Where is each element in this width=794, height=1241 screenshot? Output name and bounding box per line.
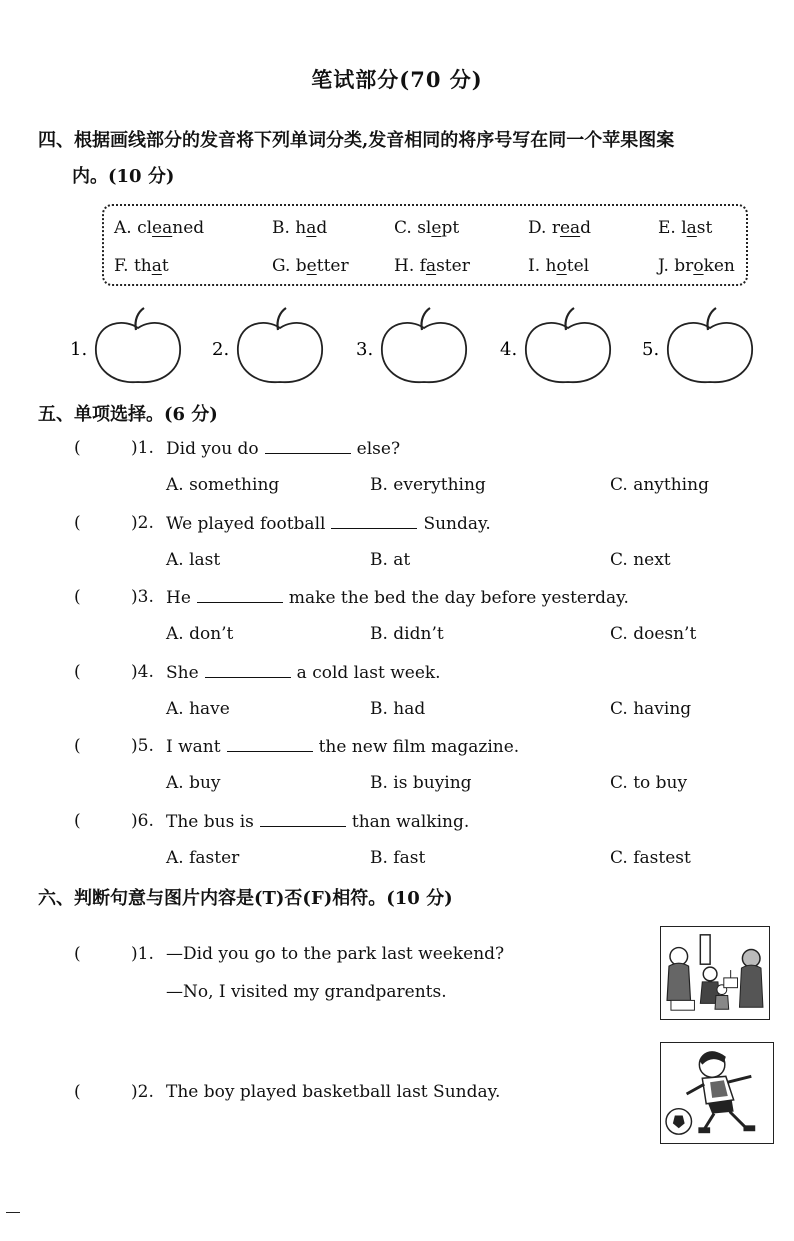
fill-blank[interactable] — [331, 513, 417, 529]
section5-heading: 五、单项选择。(6 分) — [38, 404, 218, 425]
choice-option[interactable]: B. didn’t — [370, 624, 444, 644]
page-corner-mark — [6, 1212, 20, 1213]
apple-shape[interactable] — [668, 323, 752, 382]
choice-option[interactable]: C. to buy — [610, 773, 688, 793]
apple-shape[interactable] — [526, 323, 610, 382]
choice-option[interactable]: A. buy — [166, 773, 221, 793]
word-option: I. hotel — [528, 256, 590, 276]
word-option: E. last — [658, 218, 713, 238]
question-number: )3. — [131, 587, 154, 607]
section6-heading: 六、判断句意与图片内容是(T)否(F)相符。(10 分) — [38, 888, 453, 909]
answer-paren[interactable]: ( — [74, 438, 81, 458]
question-6-1-line2: —No, I visited my grandparents. — [166, 982, 447, 1002]
choice-option[interactable]: B. had — [370, 698, 426, 719]
fill-blank[interactable] — [260, 811, 346, 827]
word-option: C. slept — [394, 218, 460, 238]
question-number: )1. — [131, 438, 154, 458]
choice-option[interactable]: B. is buying — [370, 773, 472, 793]
section4-heading: 四、根据画线部分的发音将下列单词分类,发音相同的将序号写在同一个苹果图案 — [38, 130, 675, 151]
question-text: The bus is than walking. — [166, 811, 470, 832]
choice-option[interactable]: B. at — [370, 549, 411, 570]
question-6-1-num: )1. — [131, 944, 154, 964]
choice-option[interactable]: A. something — [166, 475, 280, 495]
question-6-1-line1: —Did you go to the park last weekend? — [166, 944, 505, 964]
word-option: J. broken — [658, 256, 735, 276]
fill-blank[interactable] — [197, 587, 283, 603]
apple-label: 5. — [642, 339, 660, 360]
apple-shape[interactable] — [382, 323, 466, 382]
apple-label: 1. — [70, 339, 88, 360]
boy-football-picture — [660, 1042, 774, 1144]
answer-paren[interactable]: ( — [74, 736, 81, 756]
answer-paren[interactable]: ( — [74, 512, 81, 533]
choice-option[interactable]: A. last — [166, 549, 221, 570]
choice-option[interactable]: C. fastest — [610, 847, 691, 868]
fill-blank[interactable] — [227, 736, 313, 752]
question-text: Did you do else? — [166, 439, 401, 459]
answer-paren-6-2[interactable]: ( — [74, 1082, 81, 1102]
choice-option[interactable]: C. anything — [610, 475, 709, 495]
answer-paren-6-1[interactable]: ( — [74, 944, 81, 964]
question-6-2-line1: The boy played basketball last Sunday. — [166, 1082, 501, 1102]
word-option: A. cleaned — [114, 218, 205, 238]
apple-row — [60, 300, 760, 395]
section4-heading-cont: 内。(10 分) — [72, 166, 175, 187]
question-text: I want the new film magazine. — [166, 737, 520, 757]
word-option: F. that — [114, 256, 169, 276]
question-number: )5. — [131, 736, 154, 756]
question-number: )2. — [131, 512, 154, 533]
fill-blank[interactable] — [205, 662, 291, 678]
choice-option[interactable]: A. have — [166, 698, 230, 719]
choice-option[interactable]: A. faster — [166, 847, 240, 868]
fill-blank[interactable] — [265, 438, 351, 454]
word-option: H. faster — [394, 256, 470, 276]
question-6-2-num: )2. — [131, 1082, 154, 1102]
word-option: B. had — [272, 218, 328, 238]
answer-paren[interactable]: ( — [74, 661, 81, 682]
question-number: )6. — [131, 810, 154, 831]
choice-option[interactable]: C. doesn’t — [610, 624, 697, 644]
question-text: We played football Sunday. — [166, 513, 491, 534]
choice-option[interactable]: C. next — [610, 549, 671, 570]
answer-paren[interactable]: ( — [74, 587, 81, 607]
apple-label: 4. — [500, 339, 518, 360]
answer-paren[interactable]: ( — [74, 810, 81, 831]
page-title: 笔试部分(70 分) — [311, 67, 483, 92]
apple-shape[interactable] — [96, 323, 180, 382]
apple-label: 3. — [356, 339, 374, 360]
apple-label: 2. — [212, 339, 230, 360]
question-text: He make the bed the day before yesterday. — [166, 588, 629, 608]
choice-option[interactable]: B. fast — [370, 847, 426, 868]
word-option: D. read — [528, 218, 592, 238]
choice-option[interactable]: A. don’t — [166, 624, 234, 644]
apple-shape[interactable] — [238, 323, 322, 382]
word-option: G. better — [272, 256, 349, 276]
question-text: She a cold last week. — [166, 662, 441, 683]
choice-option[interactable]: C. having — [610, 698, 692, 719]
choice-option[interactable]: B. everything — [370, 475, 486, 495]
question-number: )4. — [131, 661, 154, 682]
family-visit-picture — [660, 926, 770, 1020]
